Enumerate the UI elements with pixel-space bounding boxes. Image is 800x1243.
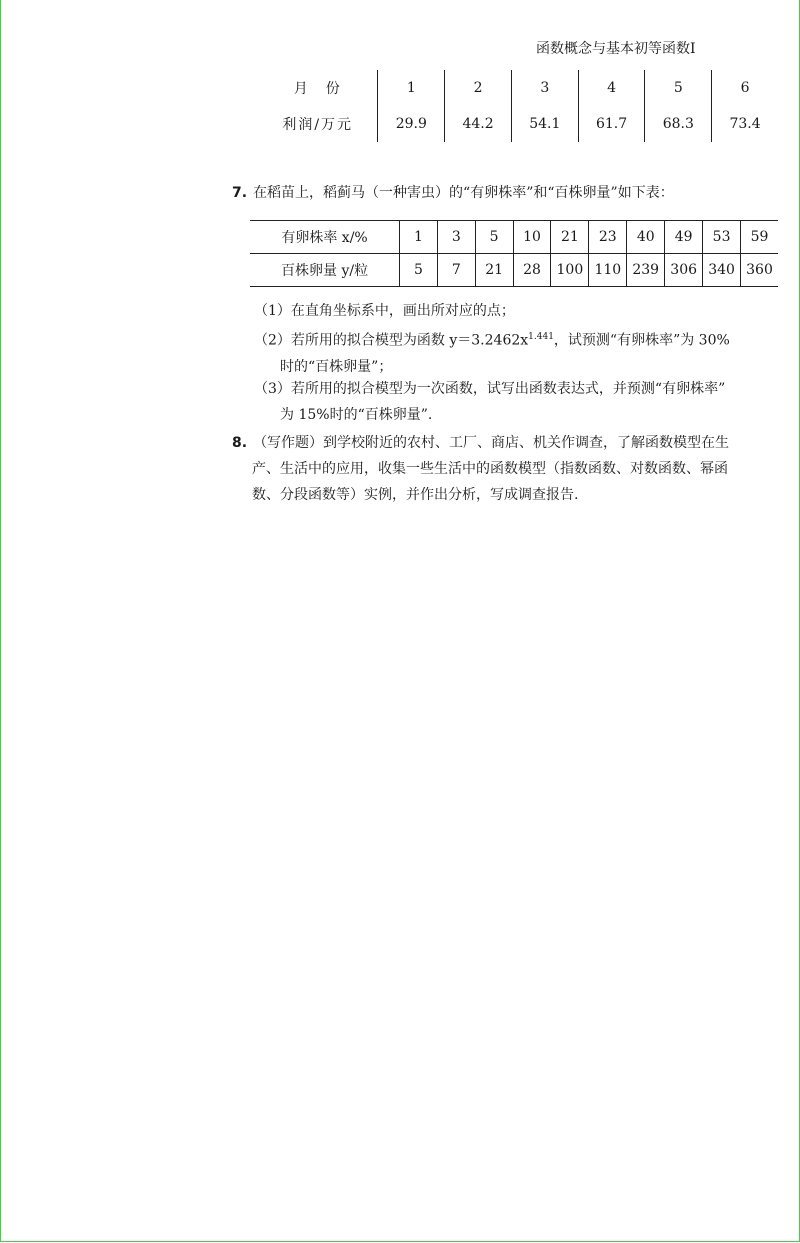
subquestion-2 bbox=[254, 324, 774, 380]
subquestion-2-line2: 时的“百株卵量”； bbox=[280, 358, 393, 375]
problem-8 bbox=[232, 430, 777, 508]
y-cell: 239 bbox=[627, 254, 665, 287]
problem-8-line2: 产、生活中的应用，收集一些生活中的函数模型（指数函数、对数函数、幂函 bbox=[252, 461, 728, 477]
x-label: 有卵株率 x/% bbox=[250, 221, 400, 254]
profit-table bbox=[258, 70, 778, 142]
month-cell: 5 bbox=[645, 70, 712, 106]
problem-text: 在稻苗上，稻蓟马（一种害虫）的“有卵株率”和“百株卵量”如下表： bbox=[253, 185, 674, 201]
month-cell: 6 bbox=[712, 70, 778, 106]
x-cell: 5 bbox=[475, 221, 513, 254]
profit-cell: 44.2 bbox=[445, 106, 512, 142]
problem-8-line1: （写作题）到学校附近的农村、工厂、商店、机关作调查，了解函数模型在生 bbox=[253, 435, 730, 451]
x-cell: 23 bbox=[589, 221, 627, 254]
y-cell: 21 bbox=[475, 254, 513, 287]
y-cell: 340 bbox=[703, 254, 741, 287]
y-cell: 110 bbox=[589, 254, 627, 287]
y-cell: 5 bbox=[400, 254, 438, 287]
problem-number: 8. bbox=[232, 435, 248, 451]
x-cell: 40 bbox=[627, 221, 665, 254]
y-cell: 28 bbox=[513, 254, 551, 287]
x-cell: 3 bbox=[437, 221, 475, 254]
y-cell: 360 bbox=[741, 254, 778, 287]
month-label: 月 份 bbox=[293, 81, 342, 97]
problem-number: 7. bbox=[232, 185, 248, 201]
profit-cell: 29.9 bbox=[378, 106, 445, 142]
x-cell: 10 bbox=[513, 221, 551, 254]
table-row bbox=[258, 70, 778, 106]
subquestion-3-line1: （3）若所用的拟合模型为一次函数，试写出函数表达式，并预测“有卵株率” bbox=[254, 381, 726, 397]
subquestion-3-line2: 为 15%时的“百株卵量”. bbox=[280, 407, 433, 423]
y-label: 百株卵量 y/粒 bbox=[250, 254, 400, 287]
x-cell: 1 bbox=[400, 221, 438, 254]
profit-cell: 73.4 bbox=[712, 106, 778, 142]
y-cell: 7 bbox=[437, 254, 475, 287]
month-cell: 3 bbox=[511, 70, 578, 106]
profit-cell: 54.1 bbox=[511, 106, 578, 142]
subquestion-1: （1）在直角坐标系中，画出所对应的点； bbox=[254, 303, 515, 319]
month-cell: 1 bbox=[378, 70, 445, 106]
problem-8-line3: 数、分段函数等）实例，并作出分析，写成调查报告. bbox=[252, 487, 579, 503]
month-cell: 2 bbox=[445, 70, 512, 106]
subquestion-2-text: （2）若所用的拟合模型为函数 y＝3.2462x bbox=[254, 332, 529, 349]
y-cell: 100 bbox=[551, 254, 589, 287]
profit-cell: 68.3 bbox=[645, 106, 712, 142]
subquestion-2-text-end: ，试预测“有卵株率”为 30% bbox=[553, 332, 730, 349]
x-cell: 53 bbox=[703, 221, 741, 254]
profit-label: 利润/万元 bbox=[282, 117, 354, 133]
x-cell: 21 bbox=[551, 221, 589, 254]
profit-cell: 61.7 bbox=[578, 106, 645, 142]
table-row bbox=[250, 221, 778, 254]
exponent: 1.441 bbox=[528, 332, 554, 342]
x-cell: 59 bbox=[741, 221, 778, 254]
month-cell: 4 bbox=[578, 70, 645, 106]
egg-table bbox=[250, 220, 778, 287]
table-row bbox=[258, 106, 778, 142]
problem-7 bbox=[232, 180, 777, 206]
y-cell: 306 bbox=[665, 254, 703, 287]
running-head: 函数概念与基本初等函数Ⅰ bbox=[536, 41, 696, 57]
table-row bbox=[250, 254, 778, 287]
x-cell: 49 bbox=[665, 221, 703, 254]
subquestion-3 bbox=[254, 376, 774, 428]
